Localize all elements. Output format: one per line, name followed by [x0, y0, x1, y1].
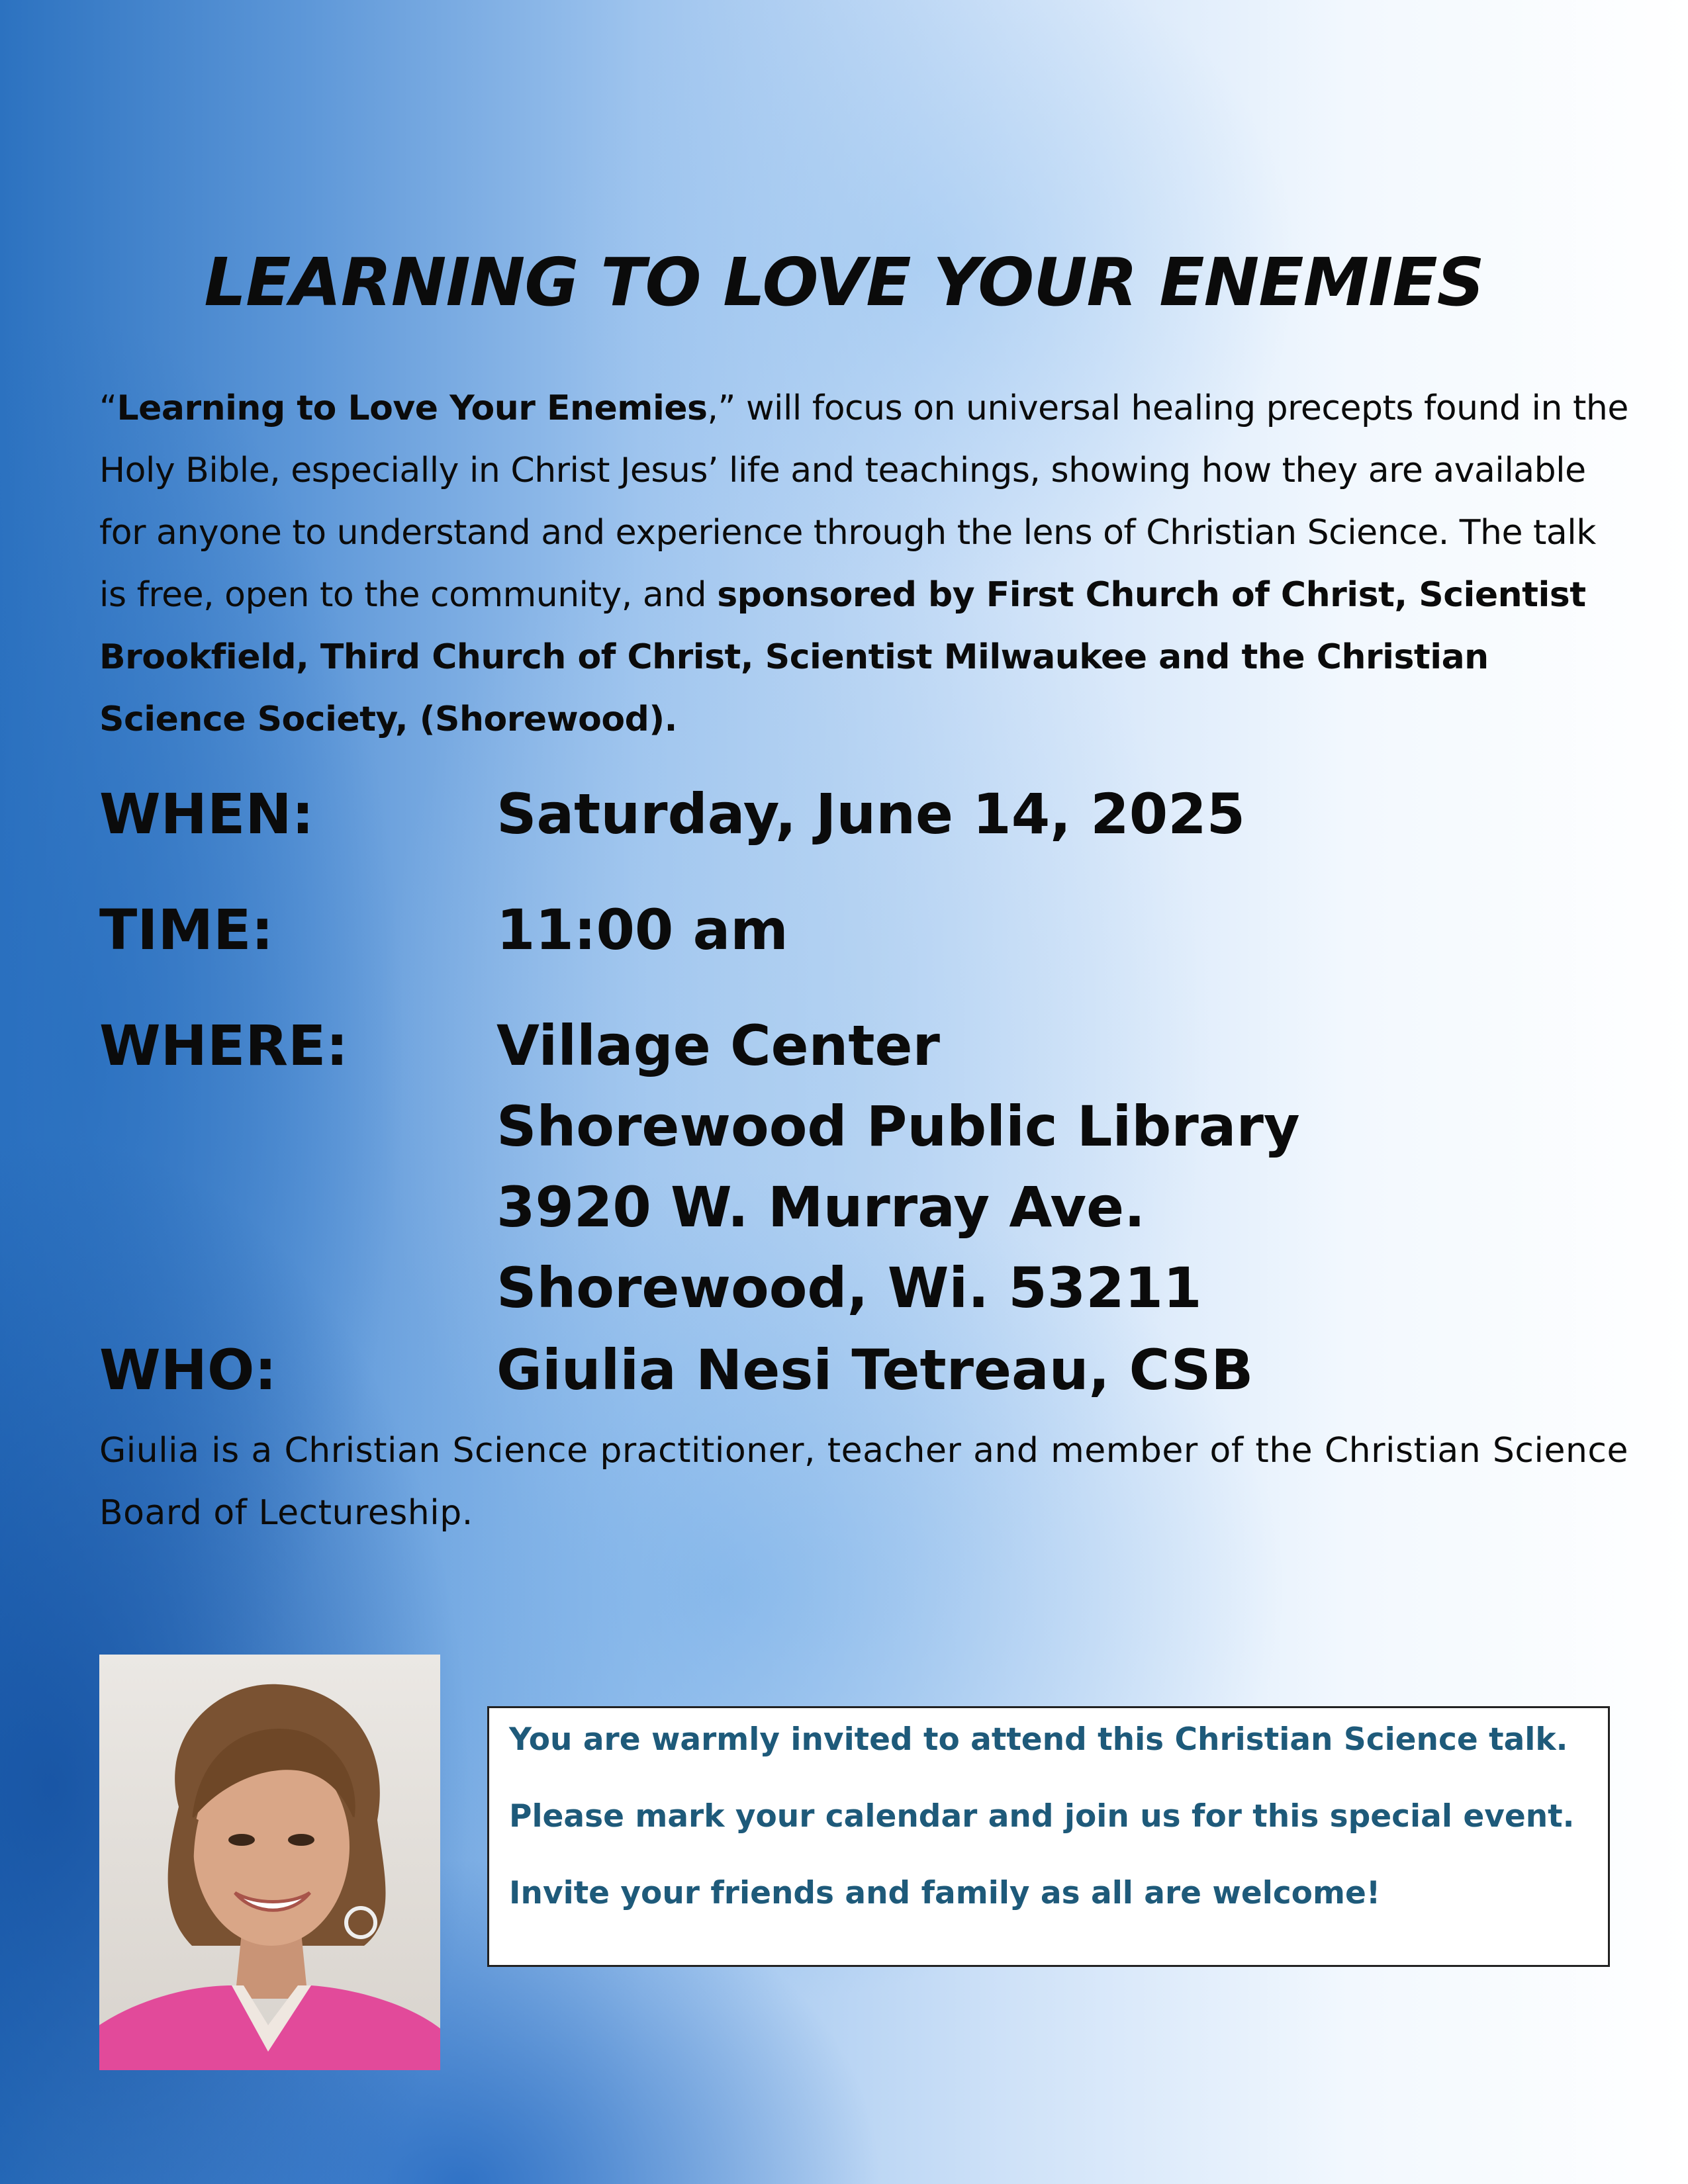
when-value: Saturday, June 14, 2025 [496, 782, 1246, 846]
intro-paragraph [99, 377, 1628, 751]
where-line-city: Shorewood, Wi. 53211 [496, 1255, 1202, 1320]
where-line-venue: Village Center [496, 1013, 940, 1078]
invite-line-1: You are warmly invited to attend this Christian Science talk. [509, 1721, 1568, 1758]
intro-talk-title: Learning to Love Your Enemies [117, 388, 708, 428]
where-line-street: 3920 W. Murray Ave. [496, 1175, 1145, 1240]
invite-line-2: Please mark your calendar and join us for this special event. [509, 1798, 1575, 1835]
invitation-box [487, 1706, 1610, 1967]
where-line-library: Shorewood Public Library [496, 1094, 1300, 1159]
intro-body-text: ,” will focus on universal healing precepts found in the Holy Bible, especially in Christ Jesus’ life and teachings, showing how they are available for anyone to understand and experience through the lens of Christian Science. The talk is free, open to the community, and [99, 388, 1628, 615]
where-label: WHERE: [99, 1013, 348, 1078]
speaker-bio: Giulia is a Christian Science practitioner, teacher and member of the Christian Science Board of Lectureship. [99, 1431, 1628, 1533]
time-value: 11:00 am [496, 897, 788, 962]
who-value: Giulia Nesi Tetreau, CSB [496, 1338, 1254, 1402]
intro-sponsors: sponsored by First Church of Christ, Scientist Brookfield, Third Church of Christ, Scientist Milwaukee and the Christian Science Society, (Shorewood). [99, 575, 1586, 739]
speaker-photo [99, 1655, 440, 2070]
when-label: WHEN: [99, 782, 314, 846]
intro-open-quote: “ [99, 388, 117, 428]
page-title: LEARNING TO LOVE YOUR ENEMIES [204, 244, 1484, 321]
invite-line-3: Invite your friends and family as all are welcome! [509, 1875, 1381, 1911]
who-label: WHO: [99, 1338, 277, 1402]
time-label: TIME: [99, 897, 274, 962]
